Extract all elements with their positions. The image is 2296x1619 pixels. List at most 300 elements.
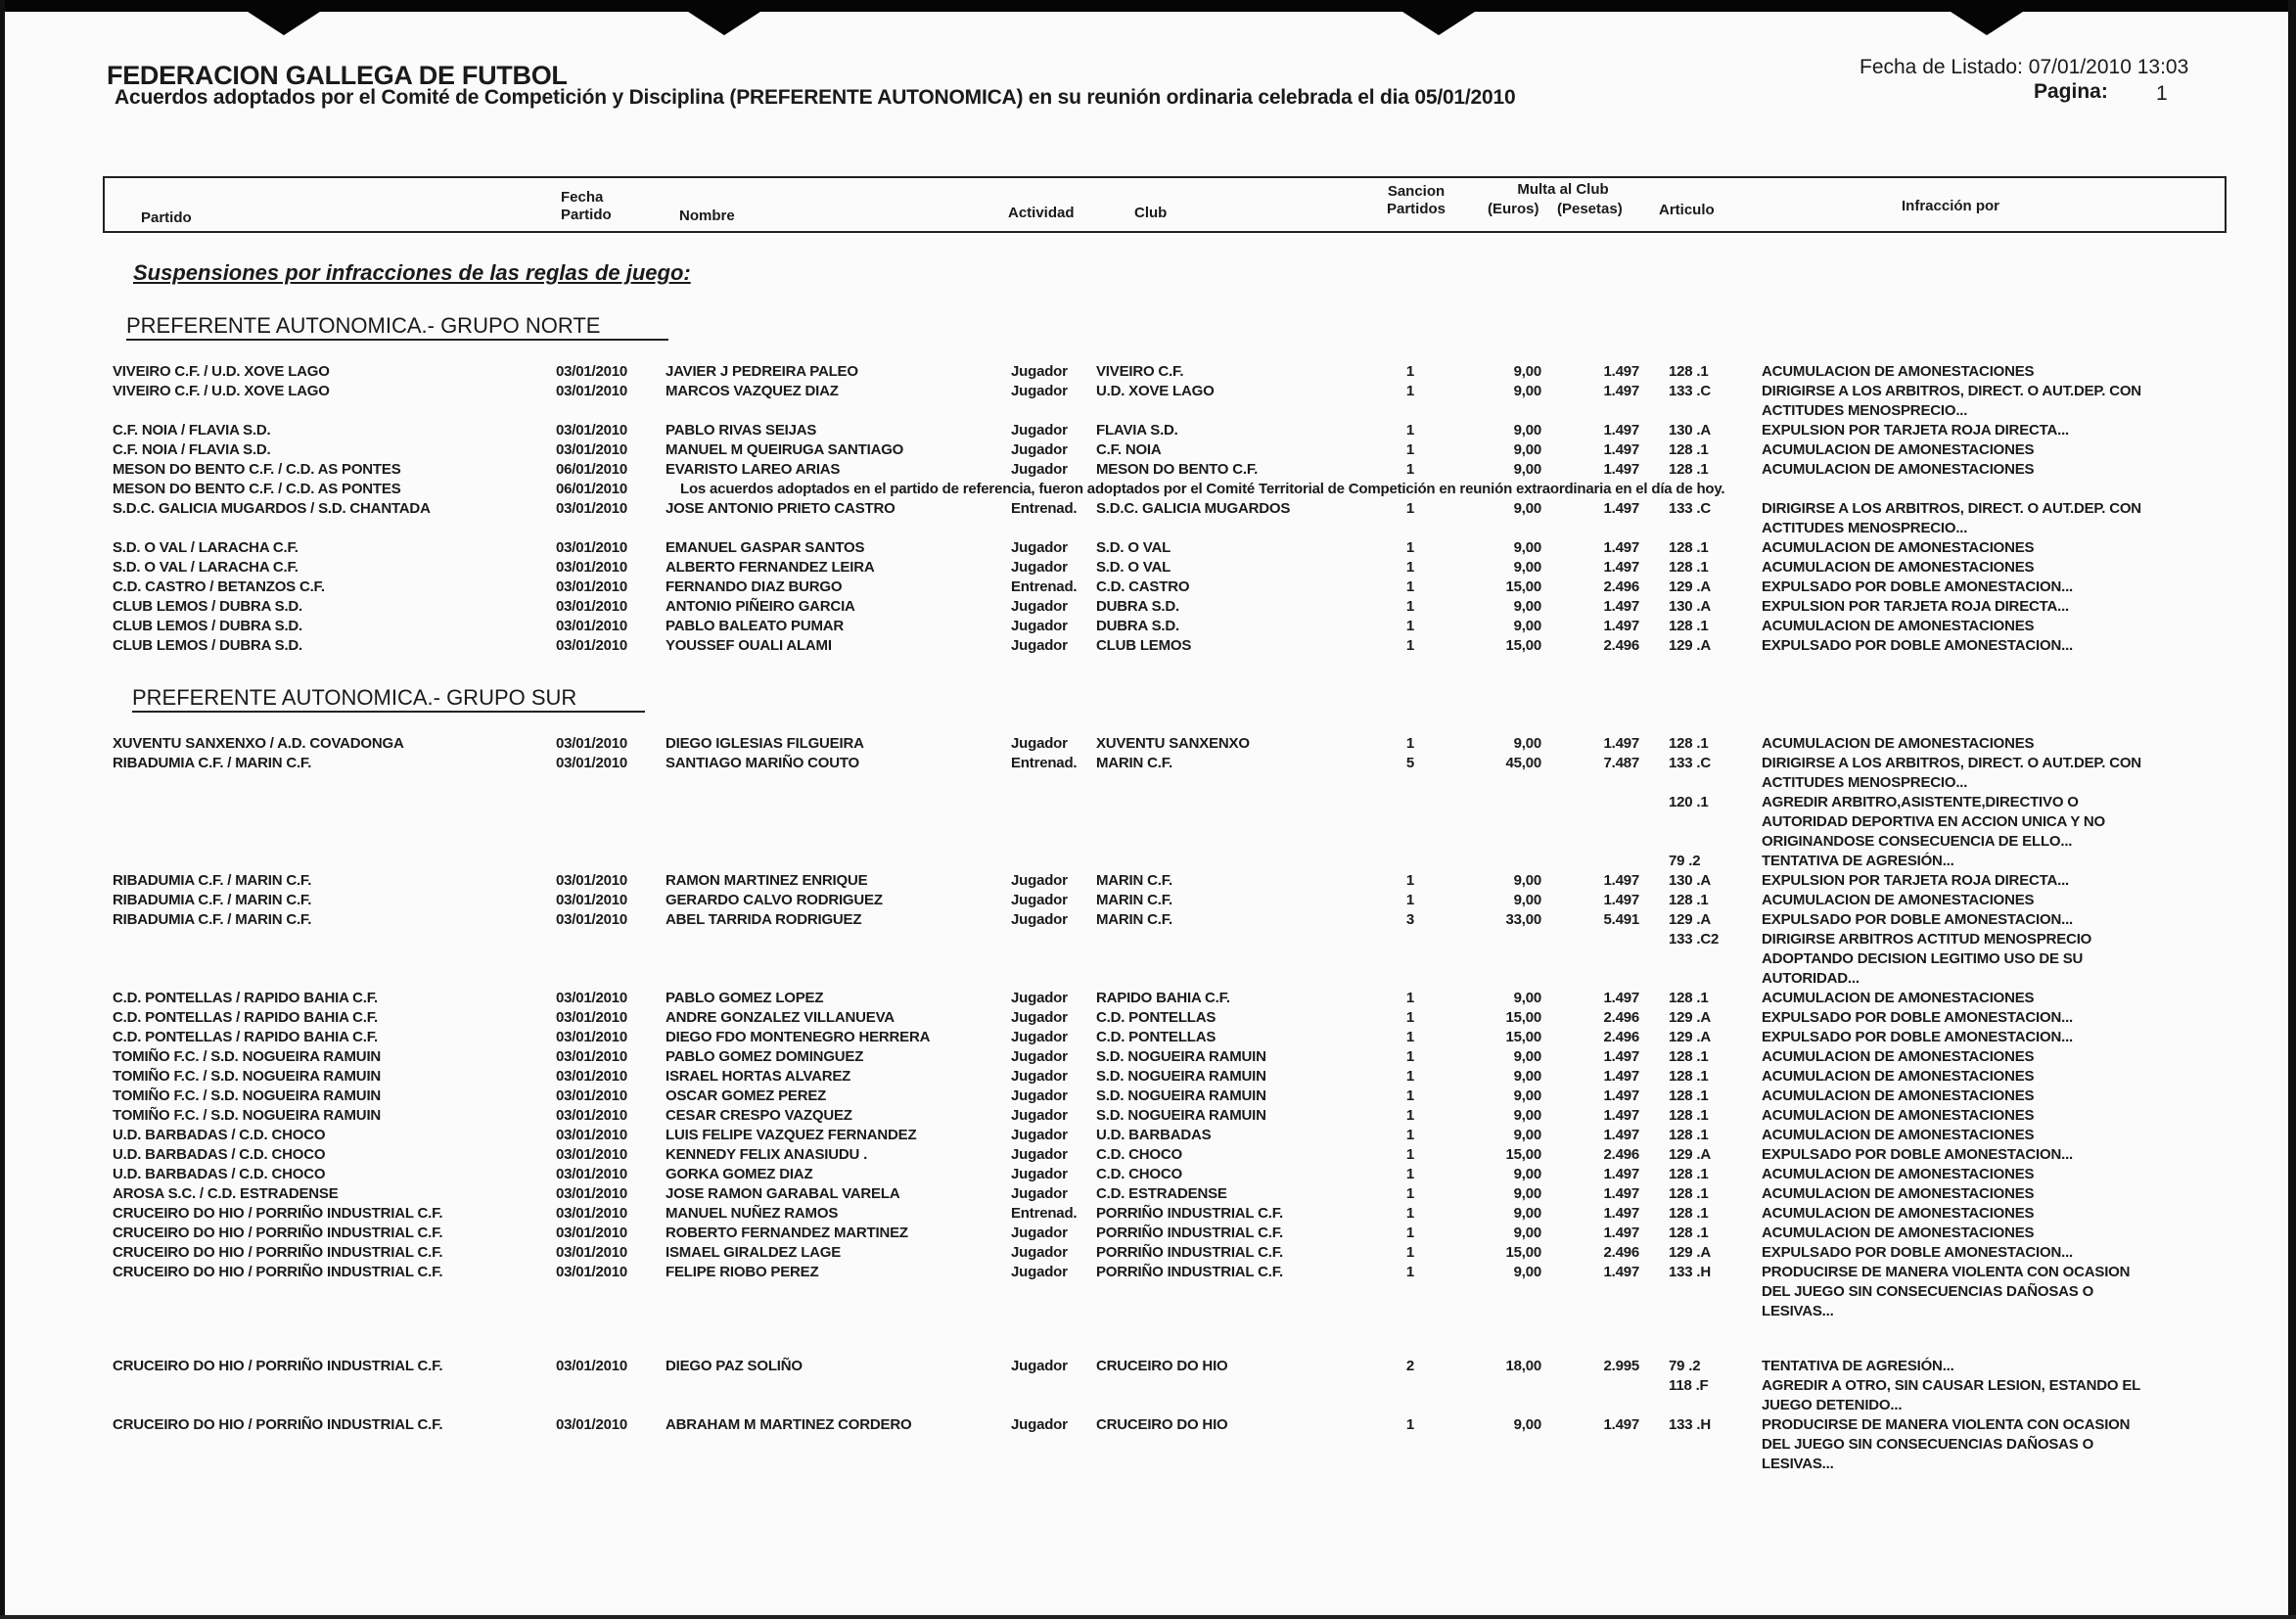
- table-row: [0, 617, 2296, 636]
- club: CRUCEIRO DO HIO: [1096, 1358, 1228, 1374]
- article-code: 118 .F: [1669, 1377, 1709, 1394]
- infraction-text: EXPULSADO POR DOBLE AMONESTACION...: [1762, 911, 2074, 928]
- activity: Jugador: [1011, 1009, 1068, 1026]
- activity: Jugador: [1011, 1185, 1068, 1202]
- infraction-text: EXPULSION POR TARJETA ROJA DIRECTA...: [1762, 598, 2070, 615]
- fine-euros: 9,00: [1513, 1185, 1541, 1202]
- fine-euros: 9,00: [1513, 990, 1541, 1006]
- infraction-text: ACUMULACION DE AMONESTACIONES: [1762, 1205, 2035, 1222]
- infraction-text: DIRIGIRSE A LOS ARBITROS, DIRECT. O AUT.DEP. CON: [1762, 500, 2141, 517]
- infraction-text: DIRIGIRSE A LOS ARBITROS, DIRECT. O AUT.DEP. CON: [1762, 383, 2141, 399]
- club: S.D. NOGUEIRA RAMUIN: [1096, 1107, 1266, 1124]
- col-sancion-line1: Sancion: [1387, 183, 1446, 200]
- infraction-text: ACUMULACION DE AMONESTACIONES: [1762, 1166, 2035, 1182]
- col-pesetas: (Pesetas): [1557, 201, 1623, 217]
- article-code: 79 .2: [1669, 1358, 1701, 1374]
- fine-euros: 15,00: [1505, 1244, 1541, 1261]
- table-row: [0, 597, 2296, 617]
- table-row: [0, 460, 2296, 480]
- infraction-text: ACUMULACION DE AMONESTACIONES: [1762, 441, 2035, 458]
- sanction-matches: 1: [1405, 892, 1414, 908]
- fine-pesetas: 2.496: [1603, 1146, 1639, 1163]
- player-name: ABEL TARRIDA RODRIGUEZ: [666, 911, 862, 928]
- article-code: 128 .1: [1669, 1107, 1709, 1124]
- fine-pesetas: 2.496: [1603, 578, 1639, 595]
- table-row: [0, 1263, 2296, 1321]
- partido: CRUCEIRO DO HIO / PORRIÑO INDUSTRIAL C.F.: [113, 1264, 443, 1280]
- fecha: 03/01/2010: [556, 363, 628, 380]
- article-code: 133 .C: [1669, 383, 1711, 399]
- fine-euros: 18,00: [1505, 1358, 1541, 1374]
- col-fecha: [561, 189, 612, 224]
- article-code: 128 .1: [1669, 441, 1709, 458]
- fecha: 03/01/2010: [556, 1107, 628, 1124]
- club: S.D. O VAL: [1096, 539, 1171, 556]
- fecha: 03/01/2010: [556, 1146, 628, 1163]
- partido: XUVENTU SANXENXO / A.D. COVADONGA: [113, 735, 404, 752]
- table-row: [0, 754, 2296, 871]
- infraction-text: TENTATIVA DE AGRESIÓN...: [1762, 853, 1954, 869]
- activity: Entrenad.: [1011, 1205, 1078, 1222]
- fine-pesetas: 1.497: [1603, 363, 1639, 380]
- activity: Jugador: [1011, 911, 1068, 928]
- partido: RIBADUMIA C.F. / MARIN C.F.: [113, 872, 312, 889]
- fine-euros: 9,00: [1513, 1107, 1541, 1124]
- article-code: 128 .1: [1669, 1185, 1709, 1202]
- partido: CLUB LEMOS / DUBRA S.D.: [113, 637, 303, 654]
- article-code: 130 .A: [1669, 598, 1711, 615]
- fine-pesetas: 1.497: [1603, 1225, 1639, 1241]
- partido: CLUB LEMOS / DUBRA S.D.: [113, 618, 303, 634]
- sanction-matches: 1: [1405, 1048, 1414, 1065]
- fine-euros: 15,00: [1505, 637, 1541, 654]
- fine-pesetas: 1.497: [1603, 1166, 1639, 1182]
- partido: RIBADUMIA C.F. / MARIN C.F.: [113, 892, 312, 908]
- fine-pesetas: 2.496: [1603, 1244, 1639, 1261]
- infraction-text: JUEGO DETENIDO...: [1762, 1397, 1903, 1413]
- article-code: 133 .C: [1669, 500, 1711, 517]
- article-code: 129 .A: [1669, 1244, 1711, 1261]
- fecha: 03/01/2010: [556, 1416, 628, 1433]
- fine-pesetas: 1.497: [1603, 1048, 1639, 1065]
- player-name: DIEGO PAZ SOLIÑO: [666, 1358, 803, 1374]
- sanction-matches: 1: [1405, 1029, 1414, 1045]
- article-code: 128 .1: [1669, 618, 1709, 634]
- fecha: 03/01/2010: [556, 735, 628, 752]
- fine-euros: 9,00: [1513, 598, 1541, 615]
- player-name: ANDRE GONZALEZ VILLANUEVA: [666, 1009, 895, 1026]
- sanction-matches: 2: [1405, 1358, 1414, 1374]
- fine-pesetas: 1.497: [1603, 1416, 1639, 1433]
- sanction-matches: 1: [1405, 383, 1414, 399]
- player-name: FELIPE RIOBO PEREZ: [666, 1264, 819, 1280]
- infraction-text: ACUMULACION DE AMONESTACIONES: [1762, 1107, 2035, 1124]
- fine-pesetas: 7.487: [1603, 755, 1639, 771]
- fine-pesetas: 5.491: [1603, 911, 1639, 928]
- sanction-matches: 1: [1405, 735, 1414, 752]
- activity: Jugador: [1011, 1146, 1068, 1163]
- fine-euros: 9,00: [1513, 1205, 1541, 1222]
- club: C.D. ESTRADENSE: [1096, 1185, 1227, 1202]
- fine-euros: 15,00: [1505, 578, 1541, 595]
- activity: Jugador: [1011, 1358, 1068, 1374]
- col-nombre: Nombre: [679, 208, 735, 224]
- fine-euros: 9,00: [1513, 1127, 1541, 1143]
- infraction-text: ACTITUDES MENOSPRECIO...: [1762, 520, 1968, 536]
- fine-euros: 15,00: [1505, 1029, 1541, 1045]
- fine-pesetas: 1.497: [1603, 598, 1639, 615]
- partido: VIVEIRO C.F. / U.D. XOVE LAGO: [113, 383, 330, 399]
- club: CRUCEIRO DO HIO: [1096, 1416, 1228, 1433]
- partido: U.D. BARBADAS / C.D. CHOCO: [113, 1166, 326, 1182]
- scan-edge-bottom: [0, 1615, 2296, 1619]
- club: C.D. CHOCO: [1096, 1166, 1183, 1182]
- article-code: 128 .1: [1669, 1048, 1709, 1065]
- club: FLAVIA S.D.: [1096, 422, 1178, 439]
- infraction-text: ACUMULACION DE AMONESTACIONES: [1762, 735, 2035, 752]
- club: S.D. O VAL: [1096, 559, 1171, 576]
- table-row: [0, 1087, 2296, 1106]
- sanction-matches: 1: [1405, 461, 1414, 478]
- fine-euros: 15,00: [1505, 1009, 1541, 1026]
- table-row: [0, 1047, 2296, 1067]
- fine-pesetas: 1.497: [1603, 383, 1639, 399]
- player-name: JOSE RAMON GARABAL VARELA: [666, 1185, 900, 1202]
- club: CLUB LEMOS: [1096, 637, 1192, 654]
- article-code: 128 .1: [1669, 1205, 1709, 1222]
- player-name: OSCAR GOMEZ PEREZ: [666, 1087, 827, 1104]
- partido: TOMIÑO F.C. / S.D. NOGUEIRA RAMUIN: [113, 1048, 382, 1065]
- activity: Jugador: [1011, 383, 1068, 399]
- fecha: 03/01/2010: [556, 872, 628, 889]
- club: RAPIDO BAHIA C.F.: [1096, 990, 1230, 1006]
- partido: C.D. PONTELLAS / RAPIDO BAHIA C.F.: [113, 1029, 378, 1045]
- article-code: 128 .1: [1669, 363, 1709, 380]
- page-number: 1: [2156, 82, 2168, 105]
- fecha: 03/01/2010: [556, 1358, 628, 1374]
- infraction-text: DIRIGIRSE A LOS ARBITROS, DIRECT. O AUT.DEP. CON: [1762, 755, 2141, 771]
- infraction-text: DEL JUEGO SIN CONSECUENCIAS DAÑOSAS O: [1762, 1436, 2094, 1453]
- activity: Jugador: [1011, 1127, 1068, 1143]
- club: MARIN C.F.: [1096, 892, 1172, 908]
- table-row: [0, 1357, 2296, 1415]
- activity: Jugador: [1011, 539, 1068, 556]
- table-row: [0, 989, 2296, 1008]
- scan-tear: [685, 10, 763, 35]
- fine-pesetas: 2.496: [1603, 637, 1639, 654]
- fine-pesetas: 1.497: [1603, 1264, 1639, 1280]
- fine-pesetas: 1.497: [1603, 735, 1639, 752]
- table-row: [0, 1243, 2296, 1263]
- player-name: ANTONIO PIÑEIRO GARCIA: [666, 598, 855, 615]
- infraction-text: ACTITUDES MENOSPRECIO...: [1762, 402, 1968, 419]
- fecha: 03/01/2010: [556, 1225, 628, 1241]
- player-name: EVARISTO LAREO ARIAS: [666, 461, 841, 478]
- club: VIVEIRO C.F.: [1096, 363, 1184, 380]
- player-name: EMANUEL GASPAR SANTOS: [666, 539, 865, 556]
- activity: Entrenad.: [1011, 500, 1078, 517]
- group-sur: [0, 734, 2296, 1474]
- player-name: GORKA GOMEZ DIAZ: [666, 1166, 813, 1182]
- infraction-text: ACUMULACION DE AMONESTACIONES: [1762, 539, 2035, 556]
- activity: Jugador: [1011, 1244, 1068, 1261]
- article-code: 133 .C: [1669, 755, 1711, 771]
- infraction-text: ACUMULACION DE AMONESTACIONES: [1762, 892, 2035, 908]
- player-name: YOUSSEF OUALI ALAMI: [666, 637, 832, 654]
- fine-euros: 9,00: [1513, 872, 1541, 889]
- player-name: JOSE ANTONIO PRIETO CASTRO: [666, 500, 895, 517]
- table-row: [0, 382, 2296, 421]
- article-code: 128 .1: [1669, 1068, 1709, 1085]
- infraction-text: AUTORIDAD DEPORTIVA EN ACCION UNICA Y NO: [1762, 813, 2105, 830]
- fecha: 06/01/2010: [556, 481, 628, 497]
- scan-tear: [1948, 10, 2026, 35]
- fine-euros: 9,00: [1513, 383, 1541, 399]
- player-name: PABLO GOMEZ DOMINGUEZ: [666, 1048, 864, 1065]
- player-name: SANTIAGO MARIÑO COUTO: [666, 755, 860, 771]
- player-name: DIEGO IGLESIAS FILGUEIRA: [666, 735, 864, 752]
- sanction-matches: 1: [1405, 1185, 1414, 1202]
- fine-pesetas: 2.995: [1603, 1358, 1639, 1374]
- article-code: 128 .1: [1669, 892, 1709, 908]
- article-code: 128 .1: [1669, 461, 1709, 478]
- fine-euros: 9,00: [1513, 441, 1541, 458]
- col-infraccion: Infracción por: [1902, 198, 2000, 214]
- table-row: [0, 1224, 2296, 1243]
- sanction-matches: 1: [1405, 872, 1414, 889]
- partido: CLUB LEMOS / DUBRA S.D.: [113, 598, 303, 615]
- table-row: [0, 1184, 2296, 1204]
- fecha: 06/01/2010: [556, 461, 628, 478]
- fecha: 03/01/2010: [556, 539, 628, 556]
- table-row: [0, 636, 2296, 656]
- fine-pesetas: 1.497: [1603, 1127, 1639, 1143]
- sanction-matches: 1: [1405, 1416, 1414, 1433]
- sanction-matches: 1: [1405, 618, 1414, 634]
- fine-euros: 9,00: [1513, 892, 1541, 908]
- infraction-text: AUTORIDAD...: [1762, 970, 1860, 987]
- infraction-text: AGREDIR ARBITRO,ASISTENTE,DIRECTIVO O: [1762, 794, 2079, 810]
- player-name: ISMAEL GIRALDEZ LAGE: [666, 1244, 842, 1261]
- sanction-matches: 1: [1405, 1068, 1414, 1085]
- article-code: 129 .A: [1669, 578, 1711, 595]
- infraction-text: EXPULSADO POR DOBLE AMONESTACION...: [1762, 1146, 2074, 1163]
- fecha: 03/01/2010: [556, 1166, 628, 1182]
- fine-pesetas: 1.497: [1603, 1107, 1639, 1124]
- col-fecha-line1: Fecha: [561, 189, 604, 206]
- col-sancion: [1367, 183, 1465, 218]
- article-code: 130 .A: [1669, 872, 1711, 889]
- sanction-matches: 1: [1405, 559, 1414, 576]
- article-code: 120 .1: [1669, 794, 1709, 810]
- club: DUBRA S.D.: [1096, 598, 1179, 615]
- activity: Jugador: [1011, 559, 1068, 576]
- infraction-text: ORIGINANDOSE CONSECUENCIA DE ELLO...: [1762, 833, 2073, 850]
- player-name: KENNEDY FELIX ANASIUDU .: [666, 1146, 868, 1163]
- page-label: Pagina:: [2034, 80, 2108, 103]
- fine-pesetas: 1.497: [1603, 1185, 1639, 1202]
- player-name: MANUEL M QUEIRUGA SANTIAGO: [666, 441, 904, 458]
- fecha: 03/01/2010: [556, 598, 628, 615]
- partido: AROSA S.C. / C.D. ESTRADENSE: [113, 1185, 339, 1202]
- sanction-matches: 1: [1405, 1009, 1414, 1026]
- fine-pesetas: 1.497: [1603, 990, 1639, 1006]
- partido: MESON DO BENTO C.F. / C.D. AS PONTES: [113, 481, 401, 497]
- fine-pesetas: 1.497: [1603, 1087, 1639, 1104]
- fine-pesetas: 2.496: [1603, 1009, 1639, 1026]
- player-name: PABLO RIVAS SEIJAS: [666, 422, 817, 439]
- activity: Jugador: [1011, 363, 1068, 380]
- partido: VIVEIRO C.F. / U.D. XOVE LAGO: [113, 363, 330, 380]
- sanction-matches: 1: [1405, 1087, 1414, 1104]
- sanction-matches: 1: [1405, 500, 1414, 517]
- fine-euros: 9,00: [1513, 1225, 1541, 1241]
- fine-pesetas: 1.497: [1603, 1205, 1639, 1222]
- article-code: 128 .1: [1669, 735, 1709, 752]
- club: S.D. NOGUEIRA RAMUIN: [1096, 1087, 1266, 1104]
- article-code: 129 .A: [1669, 637, 1711, 654]
- fine-euros: 9,00: [1513, 735, 1541, 752]
- infraction-text: ACUMULACION DE AMONESTACIONES: [1762, 1068, 2035, 1085]
- partido: CRUCEIRO DO HIO / PORRIÑO INDUSTRIAL C.F.: [113, 1225, 443, 1241]
- table-row: [0, 1067, 2296, 1087]
- table-row: [0, 558, 2296, 578]
- sanction-matches: 1: [1405, 1225, 1414, 1241]
- fine-pesetas: 1.497: [1603, 441, 1639, 458]
- fecha: 03/01/2010: [556, 1264, 628, 1280]
- fecha: 03/01/2010: [556, 500, 628, 517]
- article-code: 128 .1: [1669, 1225, 1709, 1241]
- fine-euros: 9,00: [1513, 1166, 1541, 1182]
- fecha: 03/01/2010: [556, 637, 628, 654]
- fecha: 03/01/2010: [556, 990, 628, 1006]
- partido: RIBADUMIA C.F. / MARIN C.F.: [113, 911, 312, 928]
- partido: S.D. O VAL / LARACHA C.F.: [113, 539, 298, 556]
- fine-euros: 45,00: [1505, 755, 1541, 771]
- fine-euros: 9,00: [1513, 559, 1541, 576]
- partido: CRUCEIRO DO HIO / PORRIÑO INDUSTRIAL C.F.: [113, 1205, 443, 1222]
- club: C.D. CHOCO: [1096, 1146, 1183, 1163]
- fecha: 03/01/2010: [556, 618, 628, 634]
- infraction-text: ACTITUDES MENOSPRECIO...: [1762, 774, 1968, 791]
- article-code: 128 .1: [1669, 1087, 1709, 1104]
- club: MARIN C.F.: [1096, 755, 1172, 771]
- infraction-text: DEL JUEGO SIN CONSECUENCIAS DAÑOSAS O: [1762, 1283, 2094, 1300]
- fine-pesetas: 1.497: [1603, 539, 1639, 556]
- fecha: 03/01/2010: [556, 1127, 628, 1143]
- club: MARIN C.F.: [1096, 911, 1172, 928]
- sanction-matches: 1: [1405, 441, 1414, 458]
- fine-pesetas: 1.497: [1603, 618, 1639, 634]
- article-code: 133 .H: [1669, 1264, 1711, 1280]
- infraction-text: EXPULSADO POR DOBLE AMONESTACION...: [1762, 1029, 2074, 1045]
- player-name: MANUEL NUÑEZ RAMOS: [666, 1205, 839, 1222]
- fine-euros: 9,00: [1513, 1068, 1541, 1085]
- activity: Jugador: [1011, 1029, 1068, 1045]
- player-name: JAVIER J PEDREIRA PALEO: [666, 363, 858, 380]
- club: C.F. NOIA: [1096, 441, 1162, 458]
- fine-euros: 9,00: [1513, 1264, 1541, 1280]
- table-row: [0, 499, 2296, 538]
- partido: CRUCEIRO DO HIO / PORRIÑO INDUSTRIAL C.F.: [113, 1358, 443, 1374]
- infraction-text: EXPULSADO POR DOBLE AMONESTACION...: [1762, 1244, 2074, 1261]
- fine-euros: 15,00: [1505, 1146, 1541, 1163]
- fine-euros: 9,00: [1513, 1087, 1541, 1104]
- table-row: [0, 910, 2296, 989]
- activity: Entrenad.: [1011, 755, 1078, 771]
- partido: CRUCEIRO DO HIO / PORRIÑO INDUSTRIAL C.F.: [113, 1244, 443, 1261]
- activity: Jugador: [1011, 1087, 1068, 1104]
- fecha: 03/01/2010: [556, 1244, 628, 1261]
- article-code: 128 .1: [1669, 539, 1709, 556]
- table-row: [0, 1028, 2296, 1047]
- sanction-matches: 1: [1405, 1205, 1414, 1222]
- fine-pesetas: 1.497: [1603, 1068, 1639, 1085]
- infraction-text: ACUMULACION DE AMONESTACIONES: [1762, 1225, 2035, 1241]
- table-row: [0, 1204, 2296, 1224]
- table-row: [0, 734, 2296, 754]
- infraction-text: ADOPTANDO DECISION LEGITIMO USO DE SU: [1762, 950, 2084, 967]
- fecha: 03/01/2010: [556, 1009, 628, 1026]
- fecha: 03/01/2010: [556, 1029, 628, 1045]
- activity: Jugador: [1011, 598, 1068, 615]
- table-row: [0, 362, 2296, 382]
- infraction-text: ACUMULACION DE AMONESTACIONES: [1762, 461, 2035, 478]
- table-row: [0, 1165, 2296, 1184]
- sanction-matches: 1: [1405, 990, 1414, 1006]
- fecha: 03/01/2010: [556, 422, 628, 439]
- fecha: 03/01/2010: [556, 755, 628, 771]
- article-code: 128 .1: [1669, 990, 1709, 1006]
- club: C.D. PONTELLAS: [1096, 1029, 1217, 1045]
- partido: S.D. O VAL / LARACHA C.F.: [113, 559, 298, 576]
- infraction-text: EXPULSADO POR DOBLE AMONESTACION...: [1762, 578, 2074, 595]
- sanction-matches: 1: [1405, 637, 1414, 654]
- table-row: [0, 1415, 2296, 1474]
- partido: C.F. NOIA / FLAVIA S.D.: [113, 441, 271, 458]
- infraction-text: ACUMULACION DE AMONESTACIONES: [1762, 1087, 2035, 1104]
- table-row: [0, 480, 2296, 499]
- col-multa: Multa al Club: [1517, 181, 1609, 198]
- club: S.D. NOGUEIRA RAMUIN: [1096, 1048, 1266, 1065]
- player-name: LUIS FELIPE VAZQUEZ FERNANDEZ: [666, 1127, 917, 1143]
- activity: Jugador: [1011, 1416, 1068, 1433]
- sanction-matches: 1: [1405, 1107, 1414, 1124]
- player-name: PABLO GOMEZ LOPEZ: [666, 990, 824, 1006]
- partido: RIBADUMIA C.F. / MARIN C.F.: [113, 755, 312, 771]
- partido: TOMIÑO F.C. / S.D. NOGUEIRA RAMUIN: [113, 1068, 382, 1085]
- table-row: [0, 440, 2296, 460]
- table-row: [0, 1145, 2296, 1165]
- table-row: [0, 578, 2296, 597]
- club: C.D. CASTRO: [1096, 578, 1190, 595]
- fine-euros: 9,00: [1513, 618, 1541, 634]
- infraction-text: EXPULSION POR TARJETA ROJA DIRECTA...: [1762, 872, 2070, 889]
- club: U.D. BARBADAS: [1096, 1127, 1212, 1143]
- sanction-matches: 1: [1405, 1264, 1414, 1280]
- section-title: Suspensiones por infracciones de las reglas de juego:: [133, 260, 691, 285]
- infraction-text: PRODUCIRSE DE MANERA VIOLENTA CON OCASION: [1762, 1416, 2131, 1433]
- scan-tear: [245, 10, 323, 35]
- col-club: Club: [1134, 205, 1168, 221]
- fecha: 03/01/2010: [556, 1087, 628, 1104]
- fine-euros: 33,00: [1505, 911, 1541, 928]
- player-name: ALBERTO FERNANDEZ LEIRA: [666, 559, 875, 576]
- activity: Jugador: [1011, 735, 1068, 752]
- group-title-sur: PREFERENTE AUTONOMICA.- GRUPO SUR: [132, 685, 645, 713]
- fecha: 03/01/2010: [556, 1048, 628, 1065]
- club: MESON DO BENTO C.F.: [1096, 461, 1259, 478]
